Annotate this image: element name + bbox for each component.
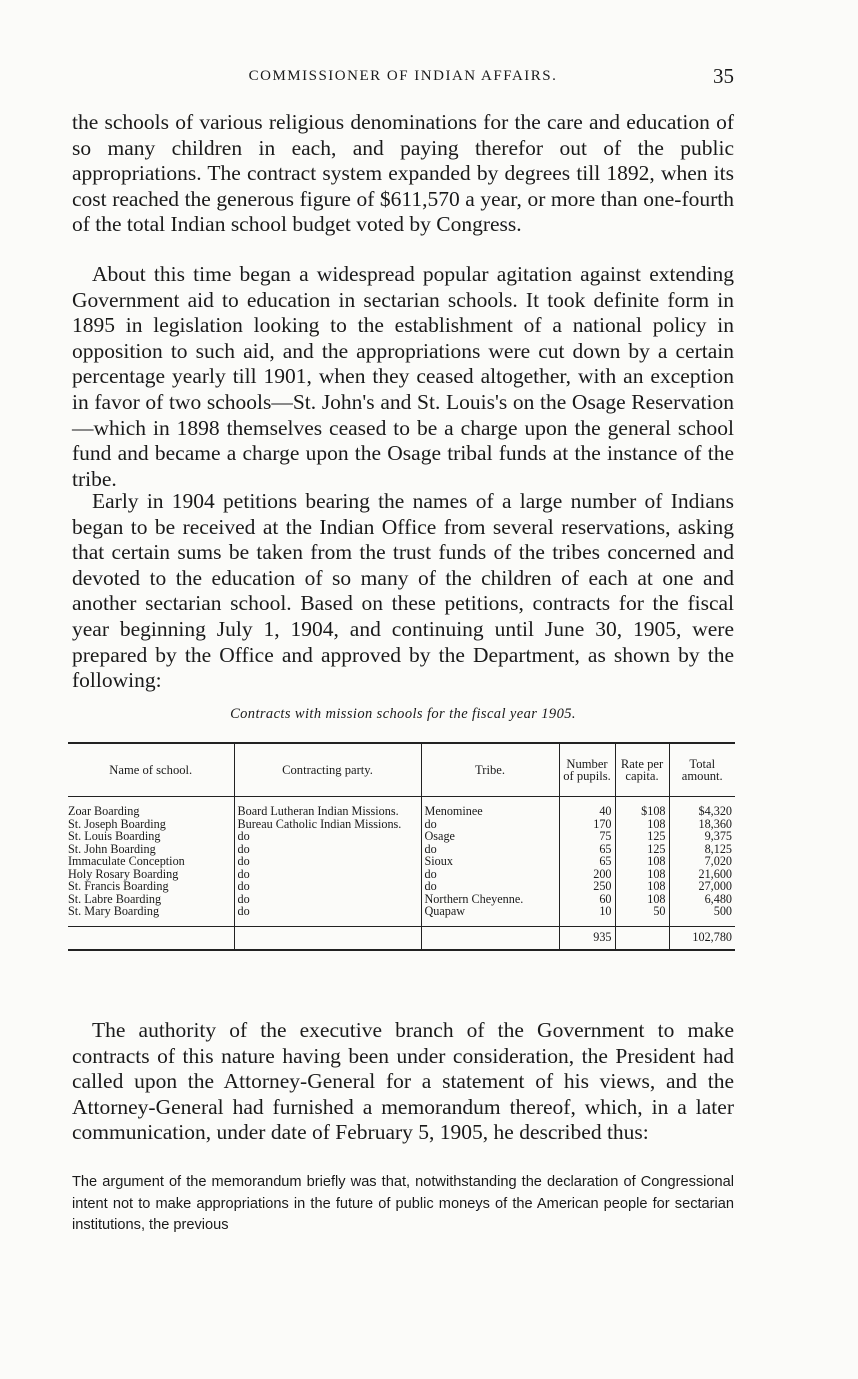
empty-cell: [234, 926, 421, 950]
empty-cell: [68, 926, 234, 950]
page-number: 35: [713, 64, 734, 88]
table-cell-party: do: [234, 905, 421, 918]
column-header-party: Contracting party.: [234, 743, 421, 797]
table-cell-party: do: [234, 868, 421, 881]
table-cell-total: $4,320: [669, 805, 735, 818]
table-row: [68, 805, 735, 818]
table-cell-rate: 50: [615, 905, 669, 918]
table-cell-rate: 125: [615, 843, 669, 856]
paragraph: the schools of various religious denominations for the care and education of so many children in each, and paying therefor out of the public appropriations. The contract system expanded by degrees till 1892, when its cost reached the generous figure of $611,570 a year, or more than one-fourth of the total Indian school budget voted by Congress.: [72, 110, 734, 237]
table-cell-school: St. Louis Boarding: [68, 829, 161, 843]
column-header-pupils: Number of pupils.: [559, 743, 615, 797]
table-cell-party: do: [234, 893, 421, 906]
table-cell-rate: $108: [615, 805, 669, 818]
paragraph: Early in 1904 petitions bearing the names of a large number of Indians began to be received at the Indian Office from several reservations, asking that certain sums be taken from the trust funds of the tribes concerned and devoted to the education of so many of the children of each at one and another sectarian school. Based on these petitions, contracts for the fiscal year beginning July 1, 1904, and continuing until June 30, 1905, were prepared by the Office and approved by the Department, as shown by the following:: [72, 489, 734, 693]
table-row: [68, 830, 735, 843]
totals-row: [68, 926, 735, 950]
running-header: [72, 64, 734, 94]
table-row: [68, 905, 735, 918]
contracts-table: [68, 742, 735, 951]
table-cell-pupils: 40: [559, 805, 615, 818]
table-cell-school: St. Mary Boarding: [68, 904, 160, 918]
table-cell-pupils: 170: [559, 818, 615, 831]
table-cell-tribe: do: [421, 880, 559, 893]
table-cell-school: St. Labre Boarding: [68, 891, 162, 906]
table-cell-tribe: do: [421, 843, 559, 856]
table-cell-pupils: 60: [559, 893, 615, 906]
table-cell-total: 500: [669, 905, 735, 918]
table-cell-school: St. Francis Boarding: [68, 879, 169, 893]
table-cell-school: Immaculate Conception: [68, 854, 185, 868]
table-row: [68, 818, 735, 831]
table-cell-rate: 108: [615, 818, 669, 831]
table-cell-school: Zoar Boarding: [68, 804, 140, 818]
table-cell-pupils: 65: [559, 855, 615, 868]
table-row: [68, 855, 735, 868]
column-header-rate: Rate per capita.: [615, 743, 669, 797]
table-cell-rate: 108: [615, 855, 669, 868]
total-total: 102,780: [669, 926, 735, 950]
paragraph: About this time began a widespread popular agitation against extending Government aid to education in sectarian schools. It took definite form in 1895 in legislation looking to the establishment of a national policy in opposition to such aid, and the appropriations were cut down by a certain percentage yearly till 1901, when they ceased altogether, with an exception in favor of two schools—St. John's and St. Louis's on the Osage Reservation—which in 1898 themselves ceased to be a charge upon the general school fund and became a charge upon the Osage tribal funds at the instance of the tribe.: [72, 262, 734, 491]
table-cell-total: 7,020: [669, 855, 735, 868]
table-row: [68, 893, 735, 906]
table-cell-pupils: 200: [559, 868, 615, 881]
table-cell-total: 9,375: [669, 830, 735, 843]
table-cell-pupils: 10: [559, 905, 615, 918]
table-cell-rate: 108: [615, 893, 669, 906]
table-cell-total: 6,480: [669, 893, 735, 906]
paragraph: The authority of the executive branch of the Government to make contracts of this nature having been under consideration, the President had called upon the Attorney-General for a statement of his views, and the Attorney-General had furnished a memorandum thereof, which, in a later communication, under date of February 5, 1905, he described thus:: [72, 1018, 734, 1145]
table-cell-rate: 108: [615, 868, 669, 881]
table-row: [68, 880, 735, 893]
table-cell-total: 8,125: [669, 843, 735, 856]
table-cell-tribe: Sioux: [421, 855, 559, 868]
table-cell-tribe: Osage: [421, 830, 559, 843]
table-cell-party: do: [234, 855, 421, 868]
table-cell-school: St. Joseph Boarding: [68, 816, 166, 831]
quoted-memorandum: The argument of the memorandum briefly was that, notwithstanding the declaration of Congressional intent not to make appropriations in the future of public moneys of the American people for sectarian institutions, the previous: [72, 1174, 734, 1233]
table-cell-school: St. John Boarding: [68, 841, 156, 856]
table-body: [68, 797, 735, 950]
table-cell-rate: 125: [615, 830, 669, 843]
table-cell-total: 27,000: [669, 880, 735, 893]
table-caption: Contracts with mission schools for the fiscal year 1905.: [230, 706, 576, 722]
table-cell-tribe: do: [421, 818, 559, 831]
column-header-total: Total amount.: [669, 743, 735, 797]
table-cell-total: 21,600: [669, 868, 735, 881]
table-cell-party: do: [234, 830, 421, 843]
table-cell-rate: 108: [615, 880, 669, 893]
table-cell-tribe: do: [421, 868, 559, 881]
running-title: COMMISSIONER OF INDIAN AFFAIRS.: [248, 68, 558, 84]
table-cell-pupils: 75: [559, 830, 615, 843]
table-cell-party: do: [234, 843, 421, 856]
table-cell-total: 18,360: [669, 818, 735, 831]
table-cell-party: Board Lutheran Indian Missions.: [234, 805, 421, 818]
table-cell-tribe: Quapaw: [421, 905, 559, 918]
table-cell-school: Holy Rosary Boarding: [68, 866, 179, 881]
column-header-tribe: Tribe.: [421, 743, 559, 797]
empty-cell: [421, 926, 559, 950]
table-cell-pupils: 65: [559, 843, 615, 856]
table-cell-party: do: [234, 880, 421, 893]
table-cell-tribe: Northern Cheyenne.: [421, 893, 559, 906]
total-pupils: 935: [559, 926, 615, 950]
table-cell-tribe: Menominee: [421, 805, 559, 818]
table-cell-pupils: 250: [559, 880, 615, 893]
table-cell-party: Bureau Catholic Indian Missions.: [234, 818, 421, 831]
column-header-school: Name of school.: [68, 743, 234, 797]
total-rate: [615, 926, 669, 950]
